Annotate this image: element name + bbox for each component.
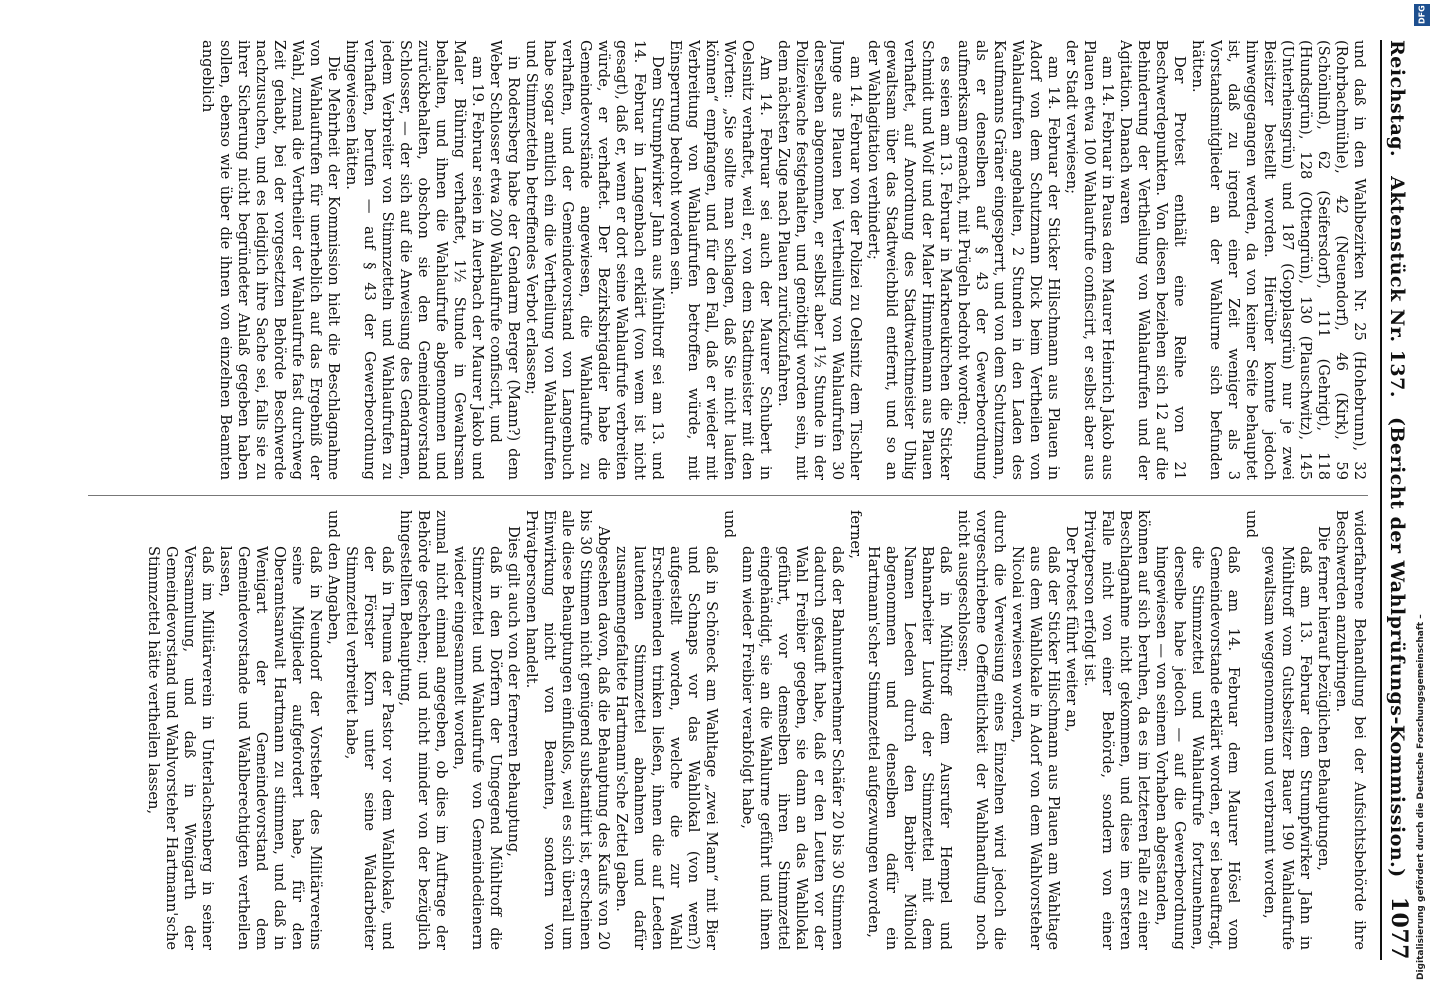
paragraph: Abgesehen davon, daß die Behauptung des Kaufs von 20 bis 30 Stimmen nicht genügend substantiirt ist, erscheinen alle diese Behauptungen einflußlos, weil es sich überall um Einwirkung nicht von Beamten, sondern von Privatpersonen handelt. xyxy=(523,510,612,950)
paragraph: und xyxy=(1243,510,1260,539)
header-section-title: (Bericht der Wahlprüfungs-Kommission.) xyxy=(1386,416,1408,878)
text-column-left xyxy=(88,40,1368,480)
paragraph: daß der Bahnunternehmer Schäfer 20 bis 30 Stimmen dadurch gekauft habe, daß er den Leuten vor der Wahl Freibier gegeben, sie dann an das Wahllokal geführt, vor demselben ihren Stimmzettel eingehändigt, sie an die Wahlurne geführt und ihnen dann wieder Freibier verabfolgt habe, xyxy=(739,546,846,950)
paragraph: am 14. Februar der Sticker Hilschmann aus Plauen in Adorf von dem Schutzmann Dick beim Vertheilen von Wahlaufrufen angehalten, 2 Stunden in den Laden des Kaufmanns Gräner eingesperrt, und von dem Schutzmann, als er denselben auf § 43 der Gewerbeordnung aufmerksam gemacht, mit Prügeln bedroht worden; xyxy=(955,40,1062,480)
page-number: 1077 xyxy=(1386,896,1412,960)
paragraph: und daß in den Wahlbezirken Nr. 25 (Hohebrunn), 32 (Rohrbachmühle), 42 (Neuendorf), 46 (Kirk), 59 (Schönlind), 62 (Seifersdorf), 111 (Gehrigt), 118 (Hundsgrün), 128 (Ottengrün), 130 (Plauschwitz), 145 (Unterheinsgrün) und 187 (Gopplasgrün) nur je zwei Beisitzer bestellt worden. Hierüber konnte jedoch hinweggegangen werden, da von keiner Seite behauptet ist, daß zu irgend einer Zeit weniger als 3 Vorstandsmitglieder an der Wahlurne sich befunden hätten. xyxy=(1189,40,1368,480)
paragraph: Der Protest führt weiter an, xyxy=(1063,526,1080,733)
digitization-credit: Digitalisierung gefördert durch die Deutsche Forschungsgemeinschaft – xyxy=(1416,614,1426,980)
paragraph: und xyxy=(721,510,738,539)
paragraph: Die ferner hierauf bezüglichen Behauptungen, xyxy=(1315,526,1332,871)
paragraph: Dem Strumpfwirker Jahn aus Mühltroff sei am 13. und 14. Februar in Langenbach erklärt (von wem ist nicht gesagt), daß er, wenn er dort seine Wahlaufrufe verbreiten würde, er verhaftet. Der Bezirksbrigadier habe die Gemeindevorstände angewiesen, die Wahlaufrufe zu verhaften, und der Gemeindevorstand von Langenbuch habe sogar amtlich ein die Vertheilung von Wahlaufrufen und Stimmzetteln betreffendes Verbot erlassen; xyxy=(523,40,666,480)
paragraph: am 19. Februar seien in Auerbach der Maurer Jakob und Maler Bühring verhaftet, 1½ Stunde in Gewahrsam behalten, und ihnen die Wahlaufrufe abgenommen und zurückbehalten, obschon sie den Gemeindevorstand Schlosser, — der sich auf die Anweisung des Gendarmen, jedem Verbreiter von Stimmzetteln und Wahlaufrufen zu verhaften, berufen — auf § 43 der Gewerbeordnung hingewiesen hätten. xyxy=(343,40,486,480)
paragraph: durch die Verweisung eines Einzelnen wird jedoch die vorgeschriebene Oeffentlichkeit der Wahlhandlung noch nicht ausgeschlossen; xyxy=(955,510,1008,950)
paragraph: Die Mehrheit der Kommission hielt die Beschlagnahme von Wahlaufrufen für unerheblich auf das Ergebniß der Wahl, zumal die Vertheiler der Wahlaufrufe fast durchweg Zeit gehabt, bei der vorgesetzten Behörde Beschwerde nachzusuchen, und es lediglich ihre Sache sei, falls sie zu ihrer Sicherung nicht begründeter Anlaß gegeben haben sollen, ebenso wie über die ihnen von einzelnen Beamten angeblich xyxy=(199,40,342,480)
header-document-number: Aktenstück Nr. 137. xyxy=(1386,176,1408,398)
paragraph: daß im Militärverein in Unterlachsenberg in seiner Versammlung, und daß in Wenigarth der Gemeindevorstand und Wahlvorsteher Hartmann'sche Stimmzettel hätte vertheilen lassen, xyxy=(145,546,216,950)
paragraph: Dies gilt auch von der ferneren Behauptung, xyxy=(505,526,522,857)
paragraph: daß am 13. Februar dem Strumpfwirker Jahn in Mühltroff vom Gutsbesitzer Bauer 190 Wahlaufrufe gewaltsam weggenommen und verbrannt worden, xyxy=(1261,546,1314,950)
paragraph: daß der Sticker Hilschmann aus Plauen am Wahltage aus dem Wahllokale in Adorf von dem Wahlvorsteher Nicolai verwiesen worden, xyxy=(1009,546,1062,950)
text-column-right xyxy=(88,510,1368,950)
header-institution: Reichstag. xyxy=(1386,40,1408,158)
paragraph: daß in den Dörfern der Umgegend Mühltroff die Stimmzettel und Wahlaufrufe von Gemeindedienern wieder eingesammelt worden, xyxy=(451,546,504,950)
paragraph: widerfahrene Behandlung bei der Aufsichtsbehörde ihre Beschwerden anzubringen. xyxy=(1333,510,1368,950)
rotated-document-page xyxy=(60,40,1420,960)
paragraph: und den Angaben, xyxy=(325,510,342,645)
paragraph: Der Protest enthält eine Reihe von 21 Beschwerdepunkten. Von diesen beziehen sich 12 auf die Behinderung der Vertheilung von Wahlaufrufen und der Agitation. Danach waren xyxy=(1117,40,1188,480)
paragraph: können auf sich beruhen, da es im letzteren Falle zu einer Beschlagnahme nicht gekommen, und diese im ersteren Falle nicht von einer Behörde, sondern von einer Privatperson erfolgt ist. xyxy=(1081,510,1152,950)
paragraph: daß in Schöneck am Wahltage „zwei Mann“ mit Bier und Schnaps vor das Wahllokal (von wem?) aufgestellt worden, welche die zur Wahl Erscheinenden trinken ließen, ihnen die auf Leeden lautenden Stimmzettel abnahmen und dafür zusammengefaltete Hartmann'sche Zettel gaben. xyxy=(613,546,720,950)
paragraph: am 14. Februar von der Polizei zu Oelsnitz dem Tischler Junge aus Plauen bei Vertheilung von Wahlaufrufen 30 derselben abgenommen, er selbst aber 1½ Stunde in der Polizeiwache festgehalten, und genöthigt worden sein, mit dem nächsten Zuge nach Plauen zurückzufahren. xyxy=(775,40,864,480)
page-header xyxy=(1380,40,1420,960)
paragraph: daß in Neundorf der Vorsteher des Militärvereins seine Mitglieder aufgefordert habe, für den Oberamtsanwalt Hartmann zu stimmen, und daß in Wenigart der Gemeindevorstand dem Gemeindevorstande und Wahlberechtigten vertheilen lassen, xyxy=(217,546,324,950)
paragraph: es seien am 13. Februar in Markneukirchen die Sticker Schmidt und Wolf und der Maler Himmelmann aus Plauen verhaftet, auf Anordnung des Stadtwachtmeister Uhlig gewaltsam über das Stadtweichbild entfernt, und so an der Wahlagitation verhindert; xyxy=(865,40,954,480)
paragraph: daß am 14. Februar dem Maurer Hösel vom Gemeindevorstande erklärt worden, er sei beauftragt, die Stimmzettel und Wahlaufrufe fortzunehmen, derselbe habe jedoch — auf die Gewerbeordnung hingewiesen — von seinem Vorhaben abgestanden, xyxy=(1153,546,1242,950)
paragraph: daß in Mühltroff dem Ausrufer Hempel und Bahnarbeiter Ludwig der Stimmzettel mit dem Namen Leeden durch den Barbier Mühold abgenommen und denselben dafür ein Hartmann'scher Stimmzettel aufgezwungen worden, xyxy=(865,546,954,950)
paragraph: in Rodersberg habe der Gendarm Berger (Mann?) dem Weber Schlosser etwa 200 Wahlaufrufe confiscirt, und xyxy=(487,40,522,480)
paragraph: Am 14. Februar sei auch der Maurer Schubert in Oelsnitz verhaftet, weil er, von dem Stadtmeister mit den Worten: „Sie sollte man schlagen, daß Sie nicht laufen können“ empfangen, und für den Fall, daß er wieder mit Verbreitung von Wahlaufrufen betroffen würde, mit Einsperrung bedroht worden sein. xyxy=(667,40,774,480)
paragraph: ferner, xyxy=(847,510,864,560)
dfg-logo: DFG xyxy=(1414,4,1430,26)
column-divider xyxy=(88,495,1368,496)
paragraph: am 14. Februar in Pausa dem Maurer Heinrich Jakob aus Plauen etwa 100 Wahlaufrufe confiscirt, er selbst aber aus der Stadt verwiesen; xyxy=(1063,40,1116,480)
paragraph: daß in Theuma der Pastor vor dem Wahllokale, und der Förster Korn unter seine Waldarbeiter Stimmzettel verbreitet habe, xyxy=(343,546,396,950)
paragraph: zumal nicht einmal angegeben, ob dies im Auftrage der Behörde geschehen; und nicht minder von der bezüglich hingestellten Behauptung, xyxy=(397,510,450,950)
